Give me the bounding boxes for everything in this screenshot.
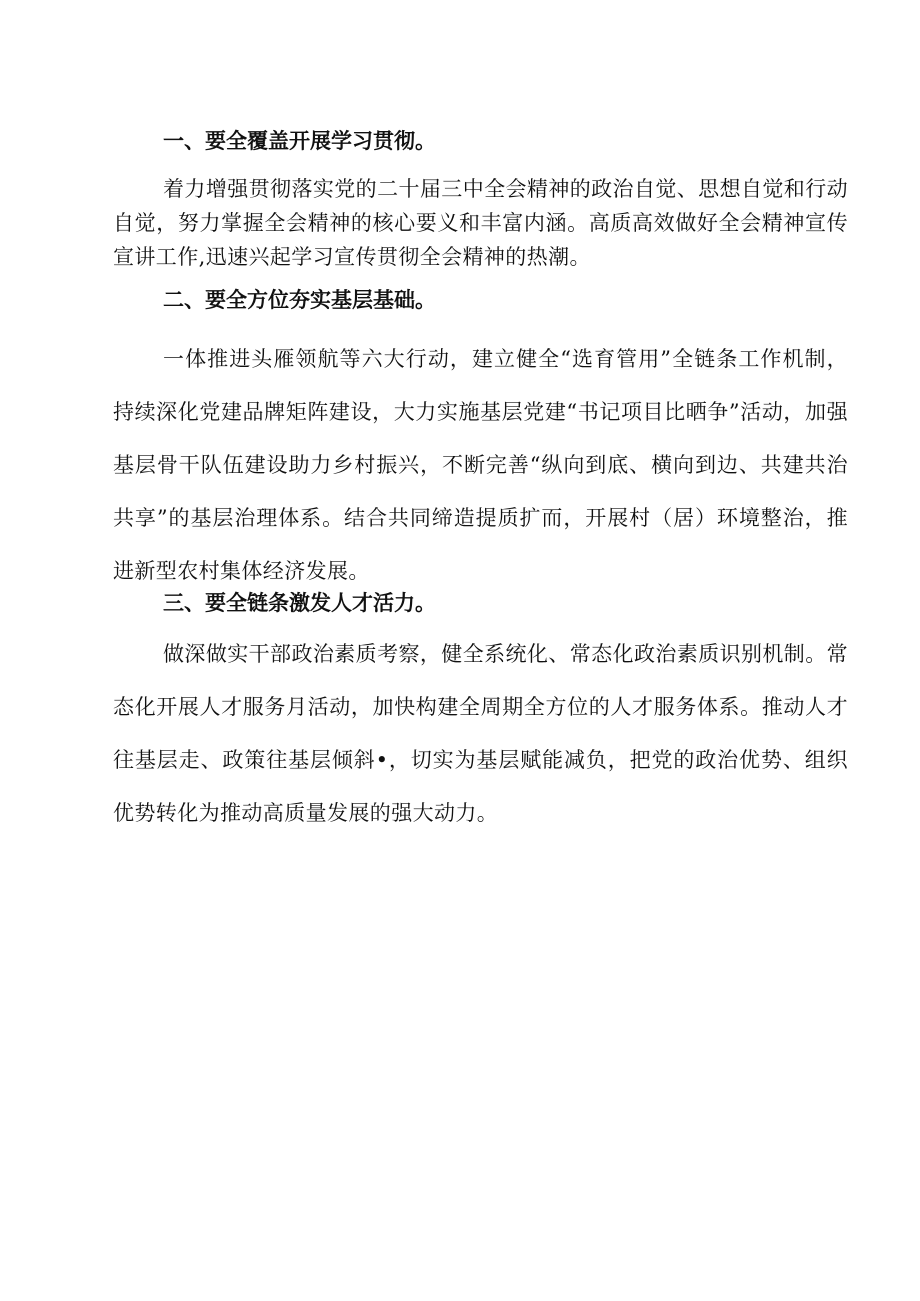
section-heading-2: 二、要全方位夯实基层基础。	[163, 287, 436, 312]
section-heading-3: 三、要全链条激发人才活力。	[163, 590, 436, 615]
section-paragraph-2: 一体推进头雁领航等六大行动，建立健全“选育管用”全链条工作机制，持续深化党建品牌矩阵建设，大力实施基层党建“书记项目比晒争”活动，加强基层骨干队伍建设助力乡村振兴，不断完善“纵向到底、横向到边、共建共治共享”的基层治理体系。结合共同缔造提质扩而，开展村（居）环境整治，推进新型农村集体经济发展。	[113, 347, 848, 583]
section-paragraph-3: 做深做实干部政治素质考察，健全系统化、常态化政治素质识别机制。常态化开展人才服务月活动，加快构建全周期全方位的人才服务体系。推动人才往基层走、政策往基层倾斜•，切实为基层赋能减负，把党的政治优势、组织优势转化为推动高质量发展的强大动力。	[113, 642, 848, 825]
section-heading-1: 一、要全覆盖开展学习贯彻。	[163, 128, 436, 153]
section-paragraph-1: 着力增强贯彻落实党的二十届三中全会精神的政治自觉、思想自觉和行动自觉，努力掌握全会精神的核心要义和丰富内涵。高质高效做好全会精神宣传宣讲工作,迅速兴起学习宣传贯彻全会精神的热潮。	[113, 177, 848, 269]
